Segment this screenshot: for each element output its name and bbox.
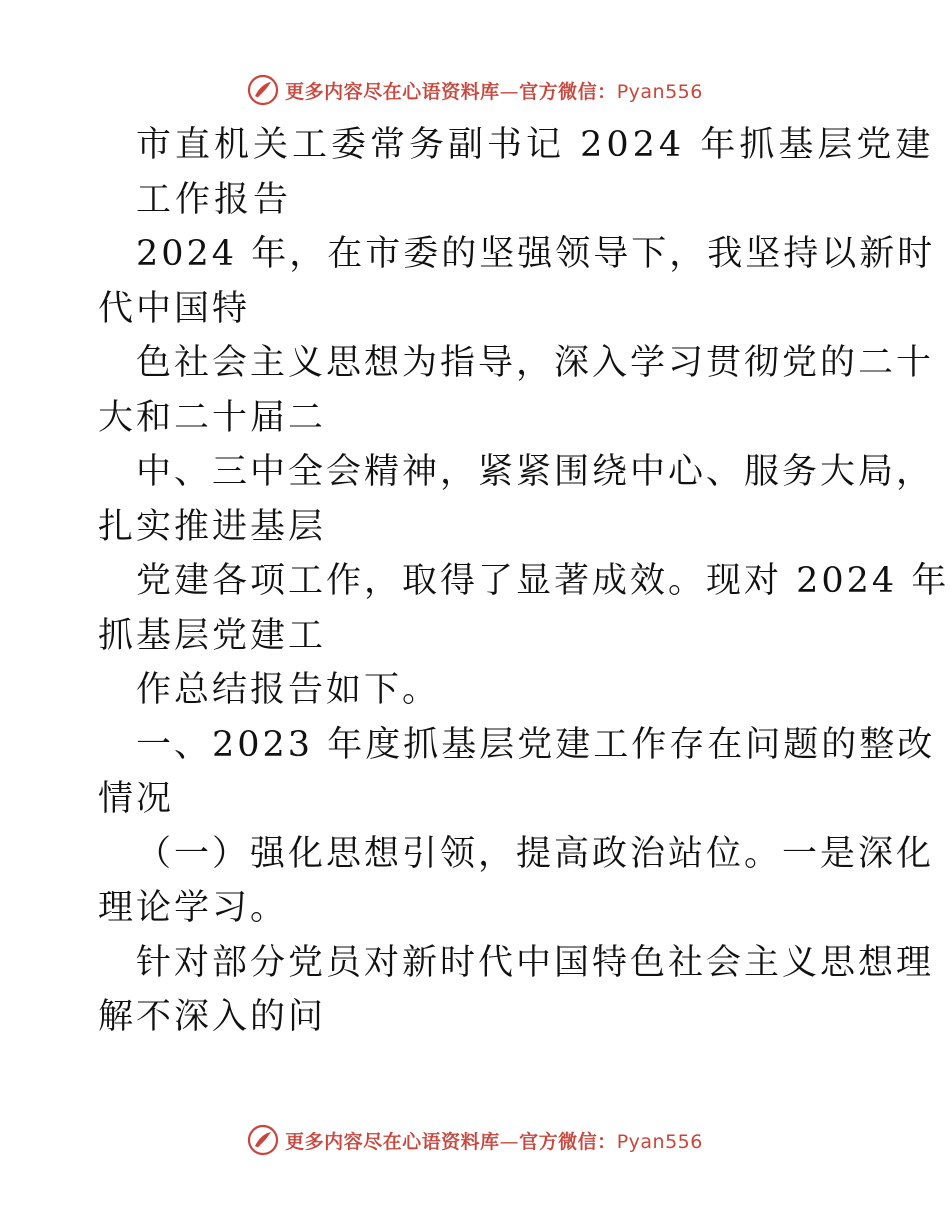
- paragraph-line: （一）强化思想引领，提高政治站位。一是深化: [136, 833, 935, 874]
- paragraph-line: 扎实推进基层: [98, 506, 327, 547]
- section-heading-line: 一、2023 年度抓基层党建工作存在问题的整改: [136, 724, 936, 765]
- paragraph-line: 代中国特: [98, 288, 251, 329]
- paragraph-line: 党建各项工作，取得了显著成效。现对 2024 年: [136, 561, 950, 601]
- doc-title-line-1: 市直机关工委常务副书记 2024 年抓基层党建: [136, 125, 935, 165]
- document-body: [98, 118, 950, 1045]
- pen-logo-icon: [247, 74, 279, 106]
- watermark-label: [285, 1127, 703, 1154]
- paragraph-line: 2024 年，在市委的坚强领导下，我坚持以新时: [136, 234, 936, 274]
- watermark-id: Pyan556: [616, 1130, 703, 1153]
- paragraph-line: 解不深入的问: [98, 997, 327, 1037]
- watermark-text: 更多内容尽在心语资料库: [285, 80, 500, 103]
- watermark-dash: —: [499, 1130, 520, 1153]
- paragraph-line: 针对部分党员对新时代中国特色社会主义思想理: [136, 942, 935, 983]
- paragraph-line: 中、三中全会精神，紧紧围绕中心、服务大局，: [136, 452, 935, 492]
- paragraph-line: 抓基层党建工: [98, 615, 327, 656]
- watermark-label: [285, 77, 703, 104]
- watermark-contact: 官方微信：: [519, 80, 617, 103]
- watermark-header: [0, 72, 950, 108]
- watermark-footer: [0, 1122, 950, 1158]
- watermark-contact: 官方微信：: [519, 1130, 617, 1153]
- pen-logo-icon: [247, 1124, 279, 1156]
- watermark-dash: —: [499, 80, 520, 103]
- paragraph-line: 理论学习。: [98, 888, 289, 928]
- watermark-text: 更多内容尽在心语资料库: [285, 1130, 500, 1153]
- watermark-id: Pyan556: [616, 80, 703, 103]
- section-heading-line: 情况: [98, 779, 175, 819]
- paragraph-line: 色社会主义思想为指导，深入学习贯彻党的二十: [136, 343, 935, 383]
- doc-title-line-2: 工作报告: [136, 179, 293, 220]
- paragraph-line: 大和二十届二: [98, 397, 327, 438]
- paragraph-line: 作总结报告如下。: [136, 670, 441, 710]
